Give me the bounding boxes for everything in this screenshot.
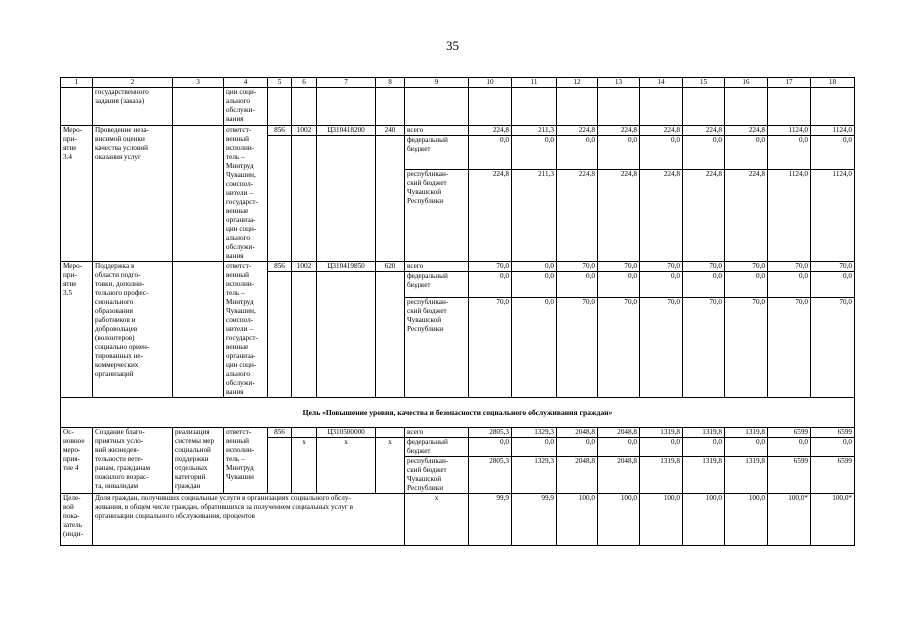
vr: 240	[376, 126, 405, 136]
goal-title: Цель «Повышение уровня, качества и безопасности социального обслуживания граждан»	[61, 398, 855, 428]
funding-source: федеральный бюджет	[405, 438, 469, 457]
measure-name: Поддержка в области подго- товки, дополни- тельного профес- сионального образования работников и добровольцев (волонтеров) социально ориен- тированных не- коммерческих организаций	[93, 262, 173, 398]
funding-source: республикан- ский бюджет Чувашской Республики	[405, 457, 469, 494]
vr: x	[376, 438, 405, 494]
rzpr: x	[292, 438, 317, 494]
funding-source: республикан- ский бюджет Чувашской Республики	[405, 170, 469, 262]
indicator-row: Целе- вой пока- затель (инди- Доля граждан, получивших социальные услуги в организациях социального обслу- живания, в общем числе граждан, обратившихся за получением социальных услуг в организации социального обслуживания, процентов x 99,9 99,9 100,0 100,0 100,0 100,0 100,0 100,0* 100,0*	[61, 494, 855, 546]
table-row: республикан- ский бюджет Чувашской Республики 70,0 0,0 70,0 70,0 70,0 70,0 70,0 70,0 70,0	[61, 298, 855, 398]
funding-source: x	[405, 494, 469, 546]
header-cell: 6	[292, 78, 317, 88]
table-row: x x x федеральный бюджет 0,0 0,0 0,0 0,0 0,0 0,0 0,0 0,0 0,0	[61, 438, 855, 457]
responsible: ответст- венный исполни- тель – Минтруд Чувашии	[224, 428, 268, 494]
header-cell: 14	[640, 78, 683, 88]
grbs: 856	[268, 428, 292, 438]
header-cell: 2	[93, 78, 173, 88]
funding-source: всего	[405, 126, 469, 136]
header-cell: 16	[725, 78, 768, 88]
header-cell: 3	[173, 78, 224, 88]
responsible: ции соци- ального обслужи- вания	[224, 88, 268, 126]
table-row: Ос- новное меро- прия- тие 4 Создание благо- приятных усло- вий жизнедея- тельности вете- ранам, гражданам пожилого возрас- та, инвалидам реализация системы мер социальной поддержки отдельных категорий граждан ответст- венный исполни- тель – Минтруд Чувашии 856 Ц310500000 всего 2805,3 1329,3 2048,8 2048,8 1319,8 1319,8 1319,8 6599 6599	[61, 428, 855, 438]
table-row: федеральный бюджет 0,0 0,0 0,0 0,0 0,0 0,0 0,0 0,0 0,0	[61, 136, 855, 170]
header-row	[61, 78, 855, 88]
header-cell: 7	[317, 78, 376, 88]
measure-label: Меро- при- ятие 3.5	[61, 262, 93, 398]
measure-name: Создание благо- приятных усло- вий жизнедея- тельности вете- ранам, гражданам пожилого возрас- та, инвалидам	[93, 428, 173, 494]
vr: 620	[376, 262, 405, 272]
measure-label: Ос- новное меро- прия- тие 4	[61, 428, 93, 494]
task-description: реализация системы мер социальной поддержки отдельных категорий граждан	[173, 428, 224, 494]
budget-table	[60, 77, 855, 546]
csr: Ц310418200	[317, 126, 376, 136]
header-cell: 10	[469, 78, 512, 88]
csr-x: x	[317, 438, 376, 494]
header-cell: 8	[376, 78, 405, 88]
header-cell: 11	[512, 78, 557, 88]
grbs: 856	[268, 126, 292, 136]
header-cell: 17	[768, 78, 811, 88]
funding-source: республикан- ский бюджет Чувашской Республики	[405, 298, 469, 398]
page-number: 35	[446, 38, 459, 53]
header-cell: 4	[224, 78, 268, 88]
rzpr: 1002	[292, 126, 317, 136]
indicator-label: Целе- вой пока- затель (инди-	[61, 494, 93, 546]
table-row: федеральный бюджет 0,0 0,0 0,0 0,0 0,0 0,0 0,0 0,0 0,0	[61, 272, 855, 298]
table-row: республикан- ский бюджет Чувашской Республики 2805,3 1329,3 2048,8 2048,8 1319,8 1319,8 1319,8 6599 6599	[61, 457, 855, 494]
funding-source: федеральный бюджет	[405, 272, 469, 298]
header-cell: 13	[598, 78, 640, 88]
header-cell: 18	[811, 78, 855, 88]
header-cell: 1	[61, 78, 93, 88]
continuation-row	[61, 88, 855, 126]
responsible: ответст- венный исполни- тель – Минтруд Чувашии, соиспол- нители – государст- венные организа- ции соци- ального обслужи- вания	[224, 126, 268, 262]
task-name: государственного задания (заказа)	[93, 88, 173, 126]
grbs: 856	[268, 262, 292, 272]
responsible: ответст- венный исполни- тель – Минтруд Чувашии, соиспол- нители – государст- венные организа- ции соци- ального обслужи- вания	[224, 262, 268, 398]
funding-source: федеральный бюджет	[405, 136, 469, 170]
measure-label: Меро- при- ятие 3.4	[61, 126, 93, 262]
header-cell: 15	[683, 78, 725, 88]
table-row: Меро- при- ятие 3.5 Поддержка в области подго- товки, дополни- тельного профес- сионального образования работников и добровольцев (волонтеров) социально ориен- тированных не- коммерческих организаций ответст- венный исполни- тель – Минтруд Чувашии, соиспол- нители – государст- венные организа- ции соци- ального обслужи- вания 856 1002 Ц310419850 620 всего 70,0 0,0 70,0 70,0 70,0 70,0 70,0 70,0 70,0	[61, 262, 855, 272]
header-cell: 9	[405, 78, 469, 88]
measure-name: Проведение неза- висимой оценки качества условий оказания услуг	[93, 126, 173, 262]
header-cell: 12	[557, 78, 598, 88]
funding-source: всего	[405, 428, 469, 438]
csr: Ц310419850	[317, 262, 376, 272]
funding-source: всего	[405, 262, 469, 272]
table-row: Меро- при- ятие 3.4 Проведение неза- висимой оценки качества условий оказания услуг ответст- венный исполни- тель – Минтруд Чувашии, соиспол- нители – государст- венные организа- ции соци- ального обслужи- вания 856 1002 Ц310418200 240 всего 224,8 211,3 224,8 224,8 224,8 224,8 224,8 1124,0 1124,0	[61, 126, 855, 136]
csr: Ц310500000	[317, 428, 376, 438]
indicator-text: Доля граждан, получивших социальные услуги в организациях социального обслу- живания, в общем числе граждан, обратившихся за получением социальных услуг в организации социального обслуживания, процентов	[93, 494, 405, 546]
header-cell: 5	[268, 78, 292, 88]
goal-row	[61, 398, 855, 428]
rzpr: 1002	[292, 262, 317, 272]
table-row: республикан- ский бюджет Чувашской Республики 224,8 211,3 224,8 224,8 224,8 224,8 224,8 1124,0 1124,0	[61, 170, 855, 262]
